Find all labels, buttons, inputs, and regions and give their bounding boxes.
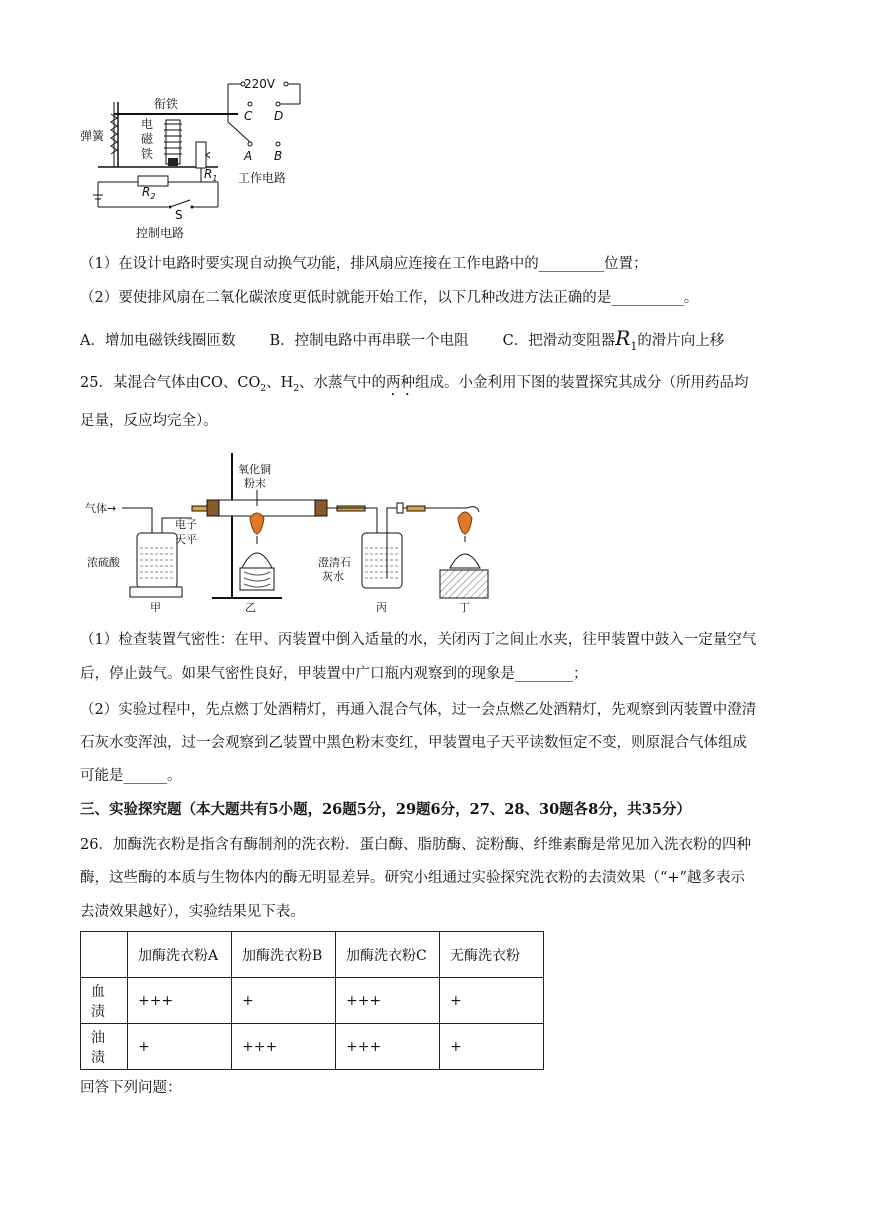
table-cell: +: [440, 978, 544, 1024]
q25-part2-line1: （2）实验过程中，先点燃丁处酒精灯，再通入混合气体，过一会点燃乙处酒精灯，先观察到丙装置中澄清: [80, 702, 757, 718]
q26-line1: 26．加酶洗衣粉是指含有酶制剂的洗衣粉．蛋白酶、脂肪酶、淀粉酶、纤维素酶是常见加入洗衣粉的四种: [80, 837, 751, 853]
section-3-heading: 三、实验探究题（本大题共有5小题，26题5分，29题6分，27、28、30题各8分，共35分）: [80, 801, 691, 818]
table-cell: +: [440, 1024, 544, 1070]
table-cell: +++: [336, 1024, 440, 1070]
table-row: [81, 978, 544, 1024]
circuit-armature: 衔铁: [154, 97, 179, 111]
q24-option-c: C．把滑动变阻器$R_1$的滑片向上移: [502, 326, 725, 353]
label-bing: 丙: [376, 601, 387, 614]
table-cell: 血渍: [81, 978, 128, 1024]
table-header-cell: 无酶洗衣粉: [440, 932, 544, 978]
q25-part2-line2: 石灰水变浑浊，过一会观察到乙装置中黑色粉末变红，甲装置电子天平读数恒定不变，则原混合气体组成: [80, 735, 747, 751]
q25-line2: 足量，反应均完全）。: [80, 413, 218, 429]
circuit-control: 控制电路: [136, 226, 185, 240]
table-cell: +++: [128, 978, 232, 1024]
circuit-em-3: 铁: [141, 147, 154, 161]
label-scale-2: 天平: [175, 533, 197, 546]
table-header-row: [81, 932, 544, 978]
table-header-cell: 加酶洗衣粉B: [232, 932, 336, 978]
contact-b: B: [274, 149, 283, 163]
label-cuo-1: 氧化铜: [238, 463, 271, 476]
contact-d: D: [274, 109, 284, 123]
table-header-cell: 加酶洗衣粉C: [336, 932, 440, 978]
circuit-r2: $R_2$: [142, 185, 156, 201]
label-cuo-2: 粉末: [244, 477, 266, 490]
q26-line3: 去渍效果越好），实验结果见下表。: [80, 904, 305, 920]
q24-options: [80, 327, 800, 358]
label-gas: 气体→: [85, 502, 117, 515]
circuit-diagram: [78, 72, 303, 242]
circuit-em-1: 电: [141, 117, 154, 131]
q25-part1-line2: 后，停止鼓气。如果气密性良好，甲装置中广口瓶内观察到的现象是________；: [80, 666, 588, 682]
circuit-em-2: 磁: [141, 132, 154, 146]
label-jia: 甲: [150, 601, 161, 614]
label-scale-1: 电子: [175, 518, 197, 531]
label-lime-2: 灰水: [322, 570, 344, 583]
q24-part2: （2）要使排风扇在二氧化碳浓度更低时就能开始工作，以下几种改进方法正确的是__________。: [80, 290, 699, 306]
table-cell: +++: [336, 978, 440, 1024]
table-cell: +: [128, 1024, 232, 1070]
table-row: [81, 1024, 544, 1070]
q24-option-a: A．增加电磁铁线圈匝数: [80, 333, 236, 349]
circuit-spring: 弹簧: [80, 129, 105, 143]
table-cell: +++: [232, 1024, 336, 1070]
q25-part1-line1: （1）检查装置气密性：在甲、丙装置中倒入适量的水，关闭丙丁之间止水夹，往甲装置中鼓入一定量空气: [80, 632, 757, 648]
q26-answer-prompt: 回答下列问题：: [80, 1080, 182, 1096]
circuit-switch: S: [175, 208, 183, 222]
q25-part2-line3: 可能是______。: [80, 768, 182, 784]
label-h2so4: 浓硫酸: [87, 556, 120, 569]
q24-option-b: B．控制电路中再串联一个电阻: [269, 333, 469, 349]
apparatus-diagram: [82, 448, 502, 618]
label-yi: 乙: [245, 601, 256, 614]
table-cell: 油渍: [81, 1024, 128, 1070]
q25-line1: 25．某混合气体由CO、$CO_2$、$H_2$、水蒸气中的两种组成。小金利用下图的装置探究其成分（所用药品均: [80, 375, 749, 394]
circuit-r1: $R_1$: [204, 167, 218, 183]
contact-c: C: [244, 109, 253, 123]
q26-line2: 酶，这些酶的本质与生物体内的酶无明显差异。研究小组通过实验探究洗衣粉的去渍效果（“+”越多表示: [80, 870, 745, 886]
contact-a: A: [244, 149, 253, 163]
table-header-cell: [81, 932, 128, 978]
circuit-work: 工作电路: [238, 171, 287, 185]
label-ding: 丁: [459, 601, 470, 614]
label-lime-1: 澄清石: [318, 556, 351, 569]
table-header-cell: 加酶洗衣粉A: [128, 932, 232, 978]
results-table: [80, 931, 544, 1070]
q24-part1: （1）在设计电路时要实现自动换气功能，排风扇应连接在工作电路中的_________位置；: [80, 256, 648, 272]
circuit-voltage: 220V: [244, 77, 276, 91]
table-cell: +: [232, 978, 336, 1024]
